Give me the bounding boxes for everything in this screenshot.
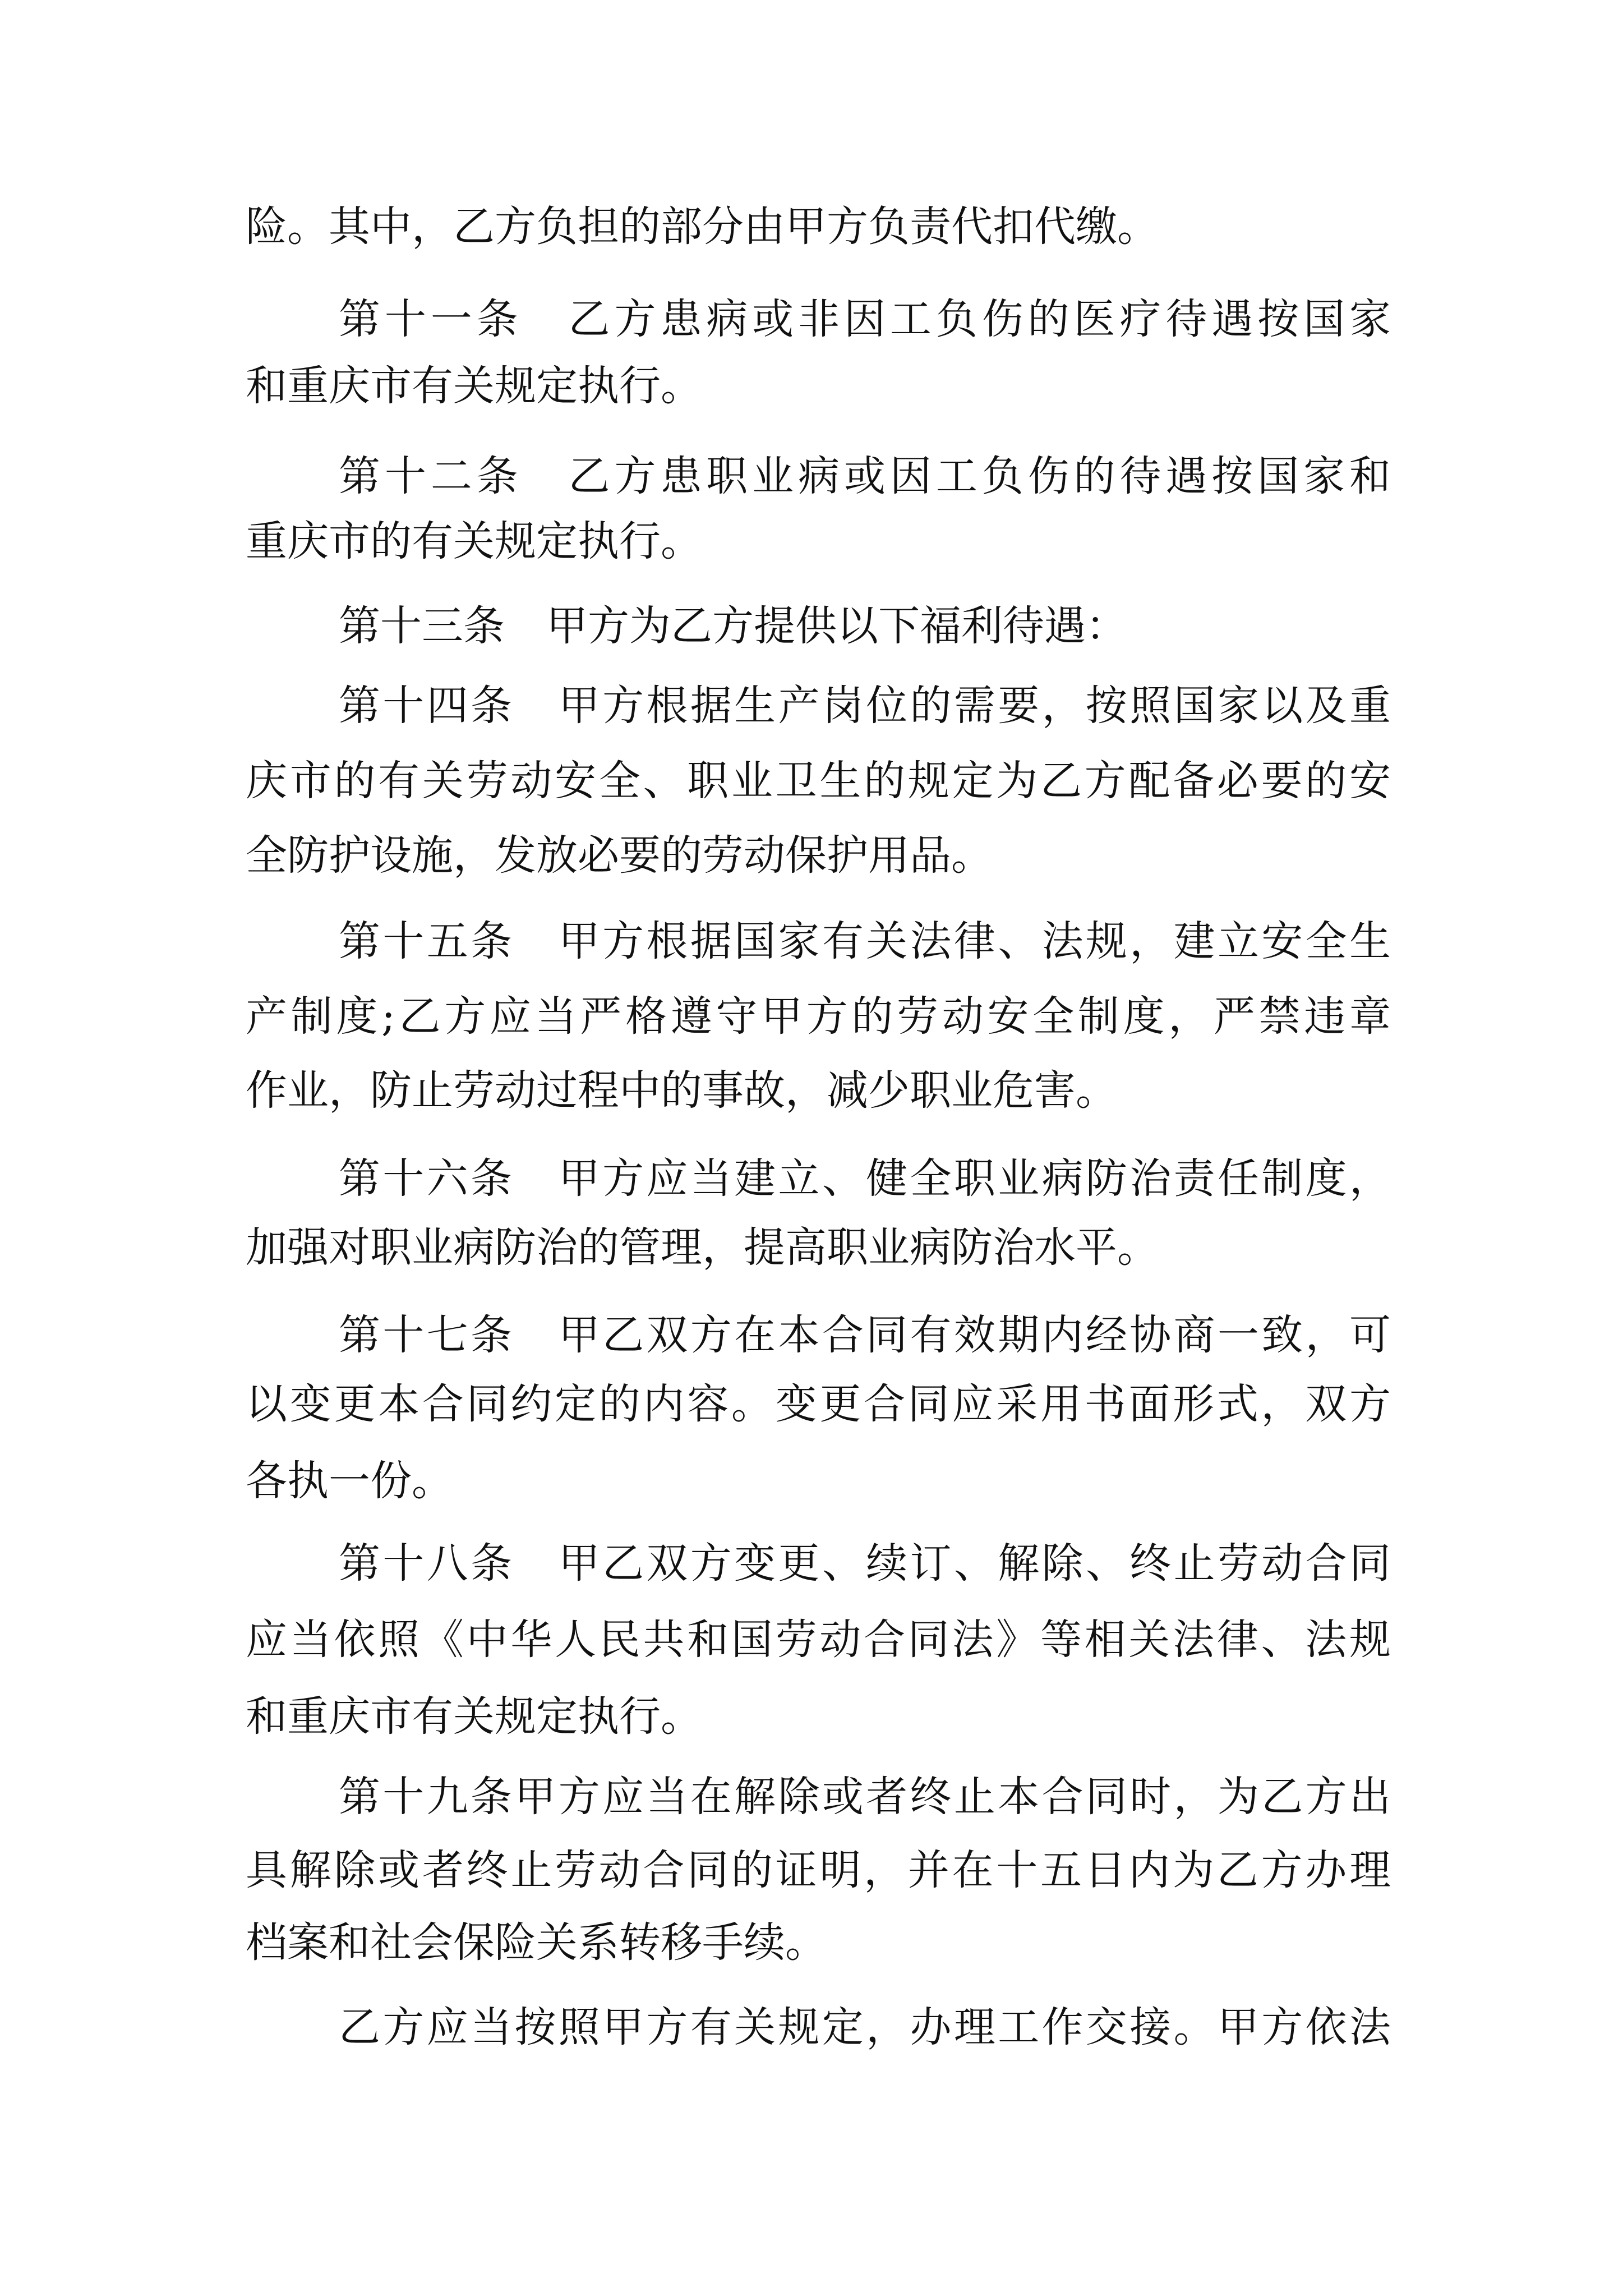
line-text: 和重庆市有关规定执行。 bbox=[246, 1692, 702, 1741]
line-text: 档案和社会保险关系转移手续。 bbox=[246, 1918, 827, 1967]
text-line bbox=[0, 1148, 1623, 1209]
line-text: 第十三条 甲方为乙方提供以下福利待遇： bbox=[339, 602, 1127, 650]
text-line bbox=[0, 355, 1623, 417]
text-line bbox=[0, 1450, 1623, 1512]
line-text: 乙方应当按照甲方有关规定，办理工作交接。甲方依法 bbox=[339, 2003, 1394, 2051]
text-line bbox=[0, 1304, 1623, 1366]
line-text: 以变更本合同约定的内容。变更合同应采用书面形式，双方 bbox=[246, 1380, 1394, 1428]
line-text: 作业，防止劳动过程中的事故，减少职业危害。 bbox=[246, 1066, 1117, 1115]
line-text: 险。其中，乙方负担的部分由甲方负责代扣代缴。 bbox=[246, 203, 1159, 251]
line-text: 第十八条 甲乙双方变更、续订、解除、终止劳动合同 bbox=[339, 1539, 1394, 1588]
text-line bbox=[0, 1533, 1623, 1594]
line-text: 第十九条甲方应当在解除或者终止本合同时，为乙方出 bbox=[339, 1773, 1394, 1821]
line-text: 加强对职业病防治的管理，提高职业病防治水平。 bbox=[246, 1223, 1159, 1272]
text-line bbox=[0, 445, 1623, 507]
text-line bbox=[0, 1996, 1623, 2058]
text-line bbox=[0, 1912, 1623, 1973]
text-line bbox=[0, 1609, 1623, 1671]
line-text: 第十一条 乙方患病或非因工负伤的医疗待遇按国家 bbox=[339, 295, 1395, 343]
line-text: 全防护设施，发放必要的劳动保护用品。 bbox=[246, 831, 993, 880]
line-text: 第十六条 甲方应当建立、健全职业病防治责任制度， bbox=[339, 1154, 1394, 1203]
text-line bbox=[0, 595, 1623, 657]
text-line bbox=[0, 1217, 1623, 1278]
line-text: 产制度;乙方应当严格遵守甲方的劳动安全制度，严禁违章 bbox=[246, 992, 1395, 1041]
line-text: 重庆市的有关规定执行。 bbox=[246, 517, 702, 565]
text-line bbox=[0, 1686, 1623, 1747]
text-line bbox=[0, 1060, 1623, 1121]
text-line bbox=[0, 288, 1623, 350]
line-text: 第十二条 乙方患职业病或因工负伤的待遇按国家和 bbox=[339, 452, 1395, 500]
line-text: 第十七条 甲乙双方在本合同有效期内经协商一致，可 bbox=[339, 1311, 1394, 1359]
line-text: 第十五条 甲方根据国家有关法律、法规，建立安全生 bbox=[339, 917, 1394, 965]
line-text: 庆市的有关劳动安全、职业卫生的规定为乙方配备必要的安 bbox=[246, 757, 1394, 805]
text-line bbox=[0, 510, 1623, 572]
line-text: 和重庆市有关规定执行。 bbox=[246, 362, 702, 410]
line-text: 具解除或者终止劳动合同的证明，并在十五日内为乙方办理 bbox=[246, 1846, 1394, 1894]
text-line bbox=[0, 825, 1623, 886]
text-line bbox=[0, 986, 1623, 1047]
text-line bbox=[0, 675, 1623, 737]
text-line bbox=[0, 910, 1623, 972]
text-line bbox=[0, 1373, 1623, 1435]
text-line bbox=[0, 750, 1623, 812]
line-text: 应当依照《中华人民共和国劳动合同法》等相关法律、法规 bbox=[246, 1616, 1394, 1664]
line-text: 第十四条 甲方根据生产岗位的需要，按照国家以及重 bbox=[339, 682, 1394, 730]
line-text: 各执一份。 bbox=[246, 1457, 453, 1505]
text-line bbox=[0, 1839, 1623, 1901]
text-line bbox=[0, 1766, 1623, 1828]
text-line bbox=[0, 196, 1623, 257]
